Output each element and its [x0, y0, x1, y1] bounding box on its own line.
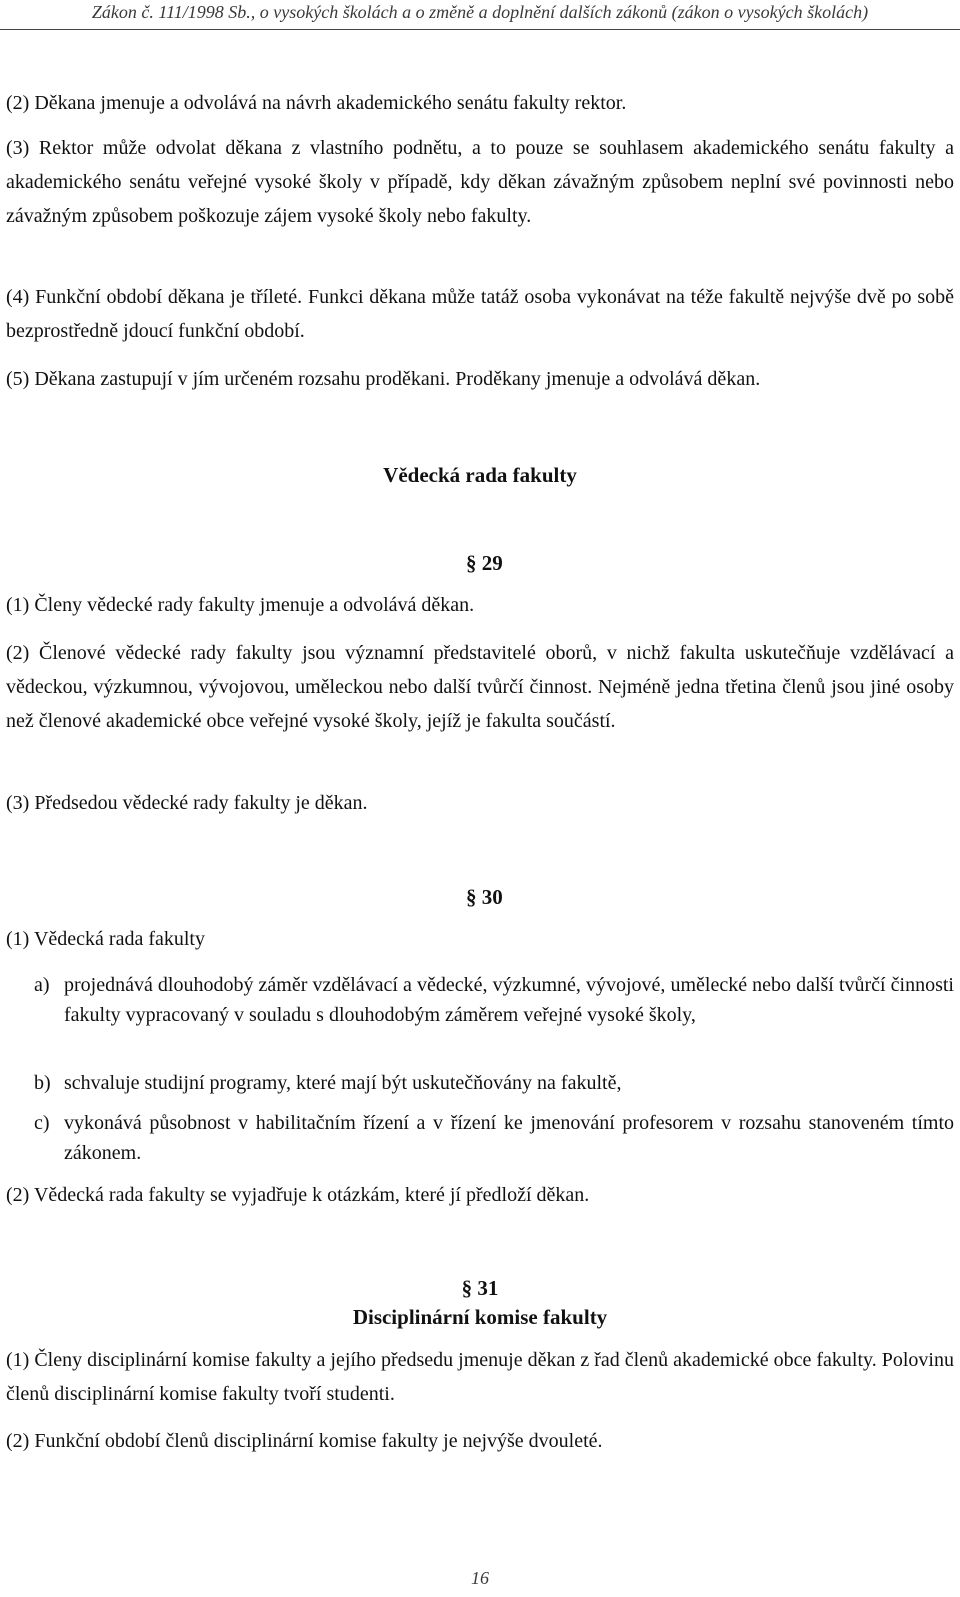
- section-heading-vedecka-rada: Vědecká rada fakulty: [383, 463, 577, 487]
- list-item-b: [6, 1068, 954, 1098]
- list-marker: b): [34, 1072, 51, 1094]
- section-number-29: § 29: [466, 551, 503, 575]
- s31-paragraph-2: (2) Funkční období členů disciplinární komise fakulty je nejvýše dvouleté.: [6, 1430, 603, 1452]
- paragraph-p3: (3) Rektor může odvolat děkana z vlastního podnětu, a to pouze se souhlasem akademického senátu fakulty a akademického senátu veřejné vysoké školy v případě, kdy děkan závažným způsobem neplní své povinnosti nebo závažným způsobem poškozuje zájem vysoké školy nebo fakulty.: [6, 137, 954, 227]
- list-item-a: [6, 970, 954, 1030]
- page-number: 16: [471, 1568, 489, 1588]
- section-number-31: § 31: [461, 1276, 499, 1300]
- s29-paragraph-2: (2) Členové vědecké rady fakulty jsou významní představitelé oborů, v nichž fakulta uskutečňuje vzdělávací a vědeckou, výzkumnou, vývojovou, uměleckou nebo další tvůrčí činnost. Nejméně jedna třetina členů jsou jiné osoby než členové akademické obce veřejné vysoké školy, jejíž je fakulta součástí.: [6, 642, 954, 732]
- list-item-text: schvaluje studijní programy, které mají být uskutečňovány na fakultě,: [64, 1072, 622, 1094]
- section-number-30: § 30: [466, 885, 503, 909]
- section-title-disciplinarni-komise: Disciplinární komise fakulty: [352, 1305, 608, 1329]
- s29-paragraph-1: (1) Členy vědecké rady fakulty jmenuje a odvolává děkan.: [6, 594, 475, 616]
- list-item-c: [6, 1108, 954, 1168]
- paragraph-p2: (2) Děkana jmenuje a odvolává na návrh akademického senátu fakulty rektor.: [6, 92, 627, 114]
- list-marker: c): [34, 1112, 50, 1134]
- paragraph-p5: (5) Děkana zastupují v jím určeném rozsahu proděkani. Proděkany jmenuje a odvolává děkan.: [6, 368, 761, 390]
- paragraph-p4: (4) Funkční období děkana je tříleté. Funkci děkana může tatáž osoba vykonávat na téže fakultě nejvýše dvě po sobě bezprostředně jdoucí funkční období.: [6, 286, 954, 342]
- s30-paragraph-2: (2) Vědecká rada fakulty se vyjadřuje k otázkám, které jí předloží děkan.: [6, 1184, 590, 1206]
- s29-paragraph-3: (3) Předsedou vědecké rady fakulty je děkan.: [6, 792, 368, 814]
- header-divider: [0, 29, 960, 30]
- document-header: Zákon č. 111/1998 Sb., o vysokých školách a o změně a doplnění dalších zákonů (zákon o vysokých školách): [91, 2, 869, 22]
- list-item-text: vykonává působnost v habilitačním řízení a v řízení ke jmenování profesorem v rozsahu stanoveném tímto zákonem.: [64, 1112, 954, 1164]
- s31-paragraph-1: (1) Členy disciplinární komise fakulty a jejího předsedu jmenuje děkan z řad členů akademické obce fakulty. Polovinu členů disciplinární komise fakulty tvoří studenti.: [6, 1349, 954, 1405]
- list-marker: a): [34, 974, 50, 996]
- list-item-text: projednává dlouhodobý záměr vzdělávací a vědecké, výzkumné, vývojové, umělecké nebo další tvůrčí činnosti fakulty vypracovaný v souladu s dlouhodobým záměrem veřejné vysoké školy,: [64, 974, 954, 1026]
- s30-paragraph-1: (1) Vědecká rada fakulty: [6, 928, 205, 950]
